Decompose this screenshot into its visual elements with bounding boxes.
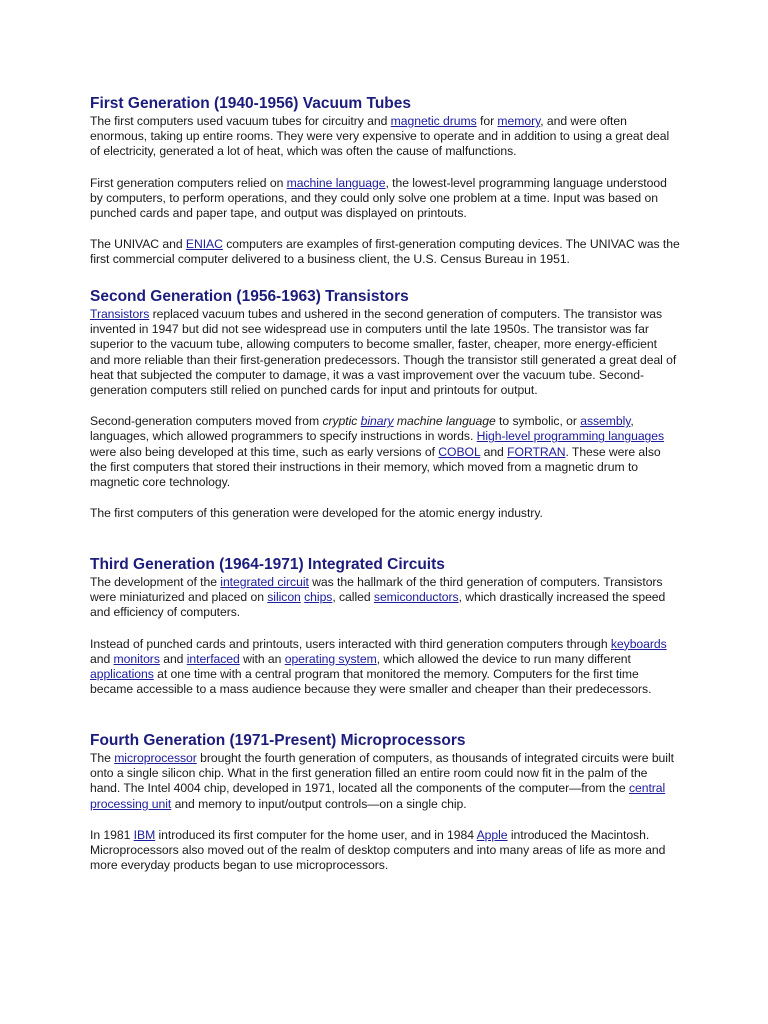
section-body	[90, 751, 680, 873]
text-run: brought the fourth generation of computers, as thousands of integrated circuits were built onto a single silicon chip. What in the first generation filled an entire room could now fit in the palm of the hand. The Intel 4004 chip, developed in 1971, located all the components of the computer—from the	[90, 751, 674, 796]
link-keyboards[interactable]: keyboards	[610, 636, 667, 651]
text-run: and	[90, 651, 114, 666]
text-run: was the hallmark of the third generation of computers. Transistors were miniaturized and placed on	[90, 575, 663, 605]
text-run: computers are examples of first-generation computing devices. The UNIVAC was the first commercial computer delivered to a business client, the U.S. Census Bureau in 1951.	[90, 237, 680, 267]
section-body	[90, 307, 680, 521]
paragraph	[90, 307, 680, 398]
text-run: and memory to input/output controls—on a single chip.	[171, 796, 467, 811]
link-central-processing-unit[interactable]: central processing unit	[90, 781, 666, 811]
link-integrated-circuit[interactable]: integrated circuit	[220, 575, 309, 589]
paragraph	[90, 828, 680, 874]
link-applications[interactable]: applications	[90, 667, 154, 682]
paragraph	[90, 637, 680, 698]
link-high-level-programming-languages[interactable]: High-level programming languages	[476, 429, 665, 444]
text-run: , and were often enormous, taking up entire rooms. They were very expensive to operate and in addition to using a great deal of electricity, generated a lot of heat, which was often the cause of malfunctions.	[90, 114, 670, 159]
text-run: Instead of punched cards and printouts, users interacted with third generation computers through	[90, 636, 611, 651]
paragraph	[90, 114, 680, 160]
link-chips[interactable]: chips	[304, 590, 333, 605]
text-run: Second-generation computers moved from	[90, 414, 323, 429]
text-run: replaced vacuum tubes and ushered in the second generation of computers. The transistor was invented in 1947 but did not see widespread use in computers until the late 1950s. The transistor was far superior to the vacuum tube, allowing computers to become smaller, faster, cheaper, more energy-efficient and more reliable than their first-generation predecessors. Though the transistor still generated a great deal of heat that subjected the computer to damage, it was a vast improvement over the vacuum tube. Second-generation computers still relied on punched cards for input and printouts for output.	[90, 307, 677, 398]
text-run: and	[159, 651, 187, 666]
text-run: The	[90, 751, 115, 765]
link-ibm[interactable]: IBM	[133, 827, 156, 842]
paragraph	[90, 751, 680, 812]
text-run: were also being developed at this time, such as early versions of	[90, 444, 439, 459]
link-binary[interactable]: binary	[360, 414, 394, 429]
link-memory[interactable]: memory	[497, 114, 541, 128]
link-microprocessor[interactable]: microprocessor	[114, 751, 197, 765]
text-run: The first computers of this generation were developed for the atomic energy industry.	[90, 506, 543, 521]
text-run: to symbolic, or	[495, 414, 581, 429]
link-cobol[interactable]: COBOL	[438, 444, 481, 459]
section-second-generation	[90, 287, 680, 521]
paragraph	[90, 176, 680, 222]
paragraph	[90, 414, 680, 490]
link-apple[interactable]: Apple	[476, 827, 508, 842]
link-assembly[interactable]: assembly	[580, 414, 631, 429]
section-body	[90, 114, 680, 268]
section-fourth-generation	[90, 731, 680, 873]
link-transistors[interactable]: Transistors	[90, 307, 150, 321]
section-body	[90, 575, 680, 697]
section-heading: Second Generation (1956-1963) Transistors	[90, 288, 409, 305]
text-run: with an	[239, 651, 285, 666]
paragraph	[90, 575, 680, 621]
link-interfaced[interactable]: interfaced	[186, 651, 240, 666]
section-third-generation	[90, 555, 680, 697]
text-run: introduced the Macintosh. Microprocessors also moved out of the realm of desktop computers and into many areas of life as more and more everyday products began to use microprocessors.	[90, 827, 666, 873]
text-run: , the lowest-level programming language understood by computers, to perform operations, and they could only solve one problem at a time. Input was based on punched cards and paper tape, and output was displayed on printouts.	[90, 175, 667, 221]
paragraph	[90, 237, 680, 267]
section-first-generation	[90, 94, 680, 268]
link-silicon[interactable]: silicon	[267, 590, 301, 605]
section-heading: First Generation (1940-1956) Vacuum Tubes	[90, 95, 412, 112]
text-run: and	[480, 444, 508, 459]
paragraph	[90, 506, 680, 521]
text-run: The UNIVAC and	[90, 237, 186, 252]
text-run: . These were also the first computers that stored their instructions in their memory, which moved from a magnetic drum to magnetic core technology.	[90, 444, 661, 490]
link-fortran[interactable]: FORTRAN	[507, 444, 566, 459]
text-run: In 1981	[90, 827, 134, 842]
text-run: The first computers used vacuum tubes for circuitry and	[90, 114, 391, 128]
link-eniac[interactable]: ENIAC	[185, 237, 223, 252]
text-run: First generation computers relied on	[90, 175, 287, 190]
link-machine-language[interactable]: machine language	[286, 175, 386, 190]
text-run: , languages, which allowed programmers to specify instructions in words.	[90, 414, 634, 444]
link-monitors[interactable]: monitors	[113, 651, 160, 666]
section-heading: Third Generation (1964-1971) Integrated Circuits	[90, 556, 445, 573]
link-magnetic-drums[interactable]: magnetic drums	[390, 114, 477, 128]
text-run: cryptic	[322, 414, 361, 429]
text-run: introduced its first computer for the home user, and in 1984	[155, 827, 477, 842]
link-semiconductors[interactable]: semiconductors	[373, 590, 459, 605]
text-run: for	[476, 114, 498, 128]
link-operating-system[interactable]: operating system	[284, 651, 377, 666]
section-heading: Fourth Generation (1971-Present) Microprocessors	[90, 732, 466, 749]
text-run: at one time with a central program that monitored the memory. Computers for the first time became accessible to a mass audience because they were smaller and cheaper than their predecessors.	[90, 667, 652, 697]
text-run: , which allowed the device to run many different	[376, 651, 631, 666]
text-run: machine language	[393, 414, 496, 429]
text-run: , called	[332, 590, 374, 605]
text-run: , which drastically increased the speed and efficiency of computers.	[90, 590, 666, 620]
text-run: The development of the	[90, 575, 221, 589]
